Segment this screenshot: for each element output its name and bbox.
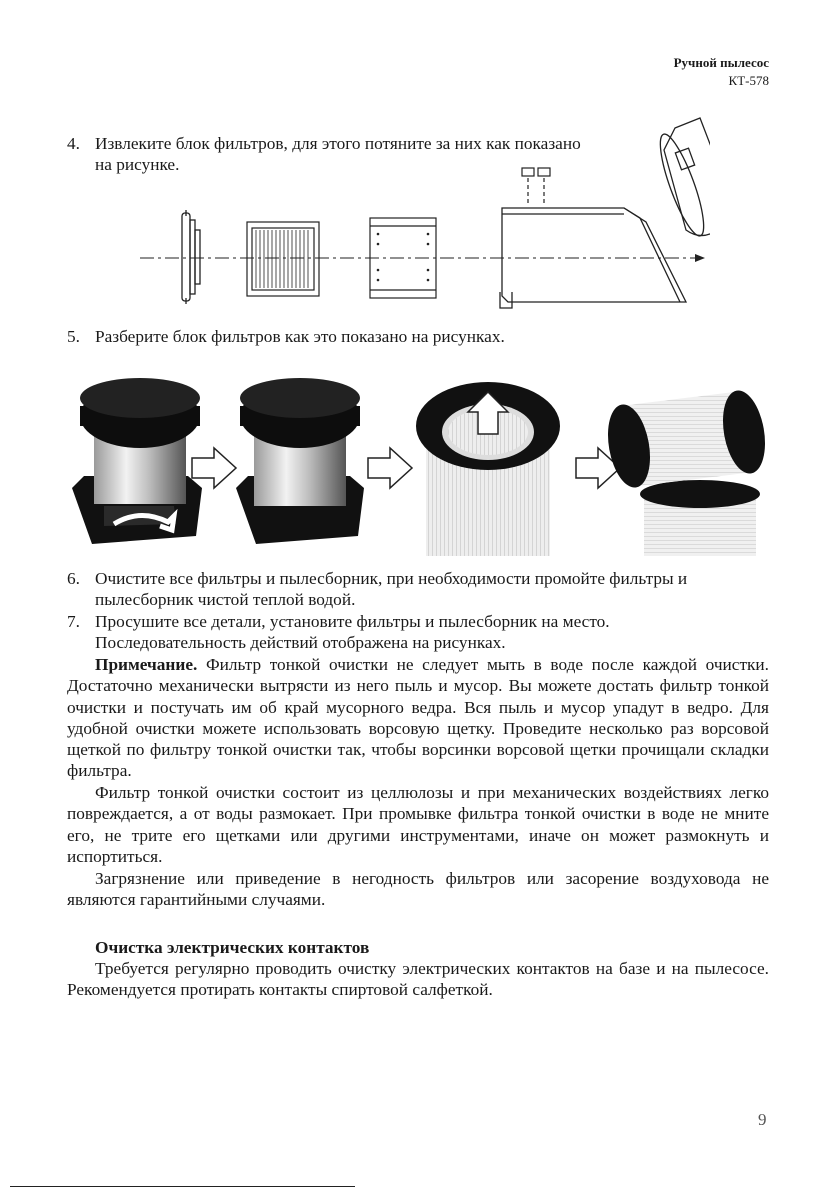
step-text: Разберите блок фильтров как это показано на рисунках. [95,327,505,346]
step-number: 5. [67,327,80,346]
step-5 [67,326,769,347]
section-title: Очистка электрических контактов [95,938,370,957]
photo-step-2 [236,378,364,550]
arrow-right-icon [368,448,412,488]
warranty-paragraph: Загрязнение или приведение в негодность фильтров или засорение воздуховода не являются гарантийными случаями. [67,869,769,910]
section-text: Требуется регулярно проводить очистку электрических контактов на базе и на пылесосе. Рекомендуется протирать контакты спиртовой салфеткой. [67,959,769,1000]
vacuum-body-part [652,114,710,240]
step-text: Очистите все фильтры и пылесборник, при необходимости промойте фильтры и пылесборник чистой теплой водой. [95,569,688,610]
footer-rule [10,1186,355,1187]
step-7 [67,611,769,654]
step-text: Извлеките блок фильтров, для этого потяните за них как показано на рисунке. [95,134,581,175]
step-6 [67,568,769,611]
filter-handles [522,168,550,206]
page-number: 9 [758,1110,767,1129]
header-model: КТ-578 [728,73,769,88]
step-number: 7. [67,612,80,631]
step-text: Просушите все детали, установите фильтры и пылесборник на место. [95,612,610,631]
photo-step-3 [416,382,560,556]
step-number: 4. [67,134,80,153]
arrow-right-icon [192,448,236,488]
note-text: Фильтр тонкой очистки не следует мыть в воде после каждой очистки. Достаточно механически вытрясти из него пыль и мусор. Вы можете достать фильтр тонкой очистки и постучать им об край мусорного ведра. Вся пыль и мусор упадут в ведро. Для удобной очистки можете использовать ворсовую щетку. Проведите несколько раз ворсовой щеткой по фильтру тонкой очистки так, чтобы ворсинки ворсовой щетки прочищали складки фильтра. [67,655,769,781]
step-number: 6. [67,569,80,588]
sequence-text: Последовательность действий отображена на рисунках. [95,633,506,653]
running-header [674,54,769,90]
filter-disassembly-photos [64,376,776,556]
photo-step-1 [72,378,202,544]
pleated-filter-part [247,222,319,296]
filter-extraction-diagram [140,110,710,320]
filter-disc-part [182,210,200,304]
photo-step-4 [602,387,771,556]
header-title: Ручной пылесос [673,55,769,70]
note-paragraph [67,654,769,782]
note-label: Примечание. [95,655,198,674]
cellulose-paragraph: Фильтр тонкой очистки состоит из целлюлозы и при механических воздействиях легко повреждается, а от воды размокает. При промывке фильтра тонкой очистки в воде не мните его, не трите его щетками или другими инструментами, иначе он может размокнуть и испортиться. [67,783,769,866]
